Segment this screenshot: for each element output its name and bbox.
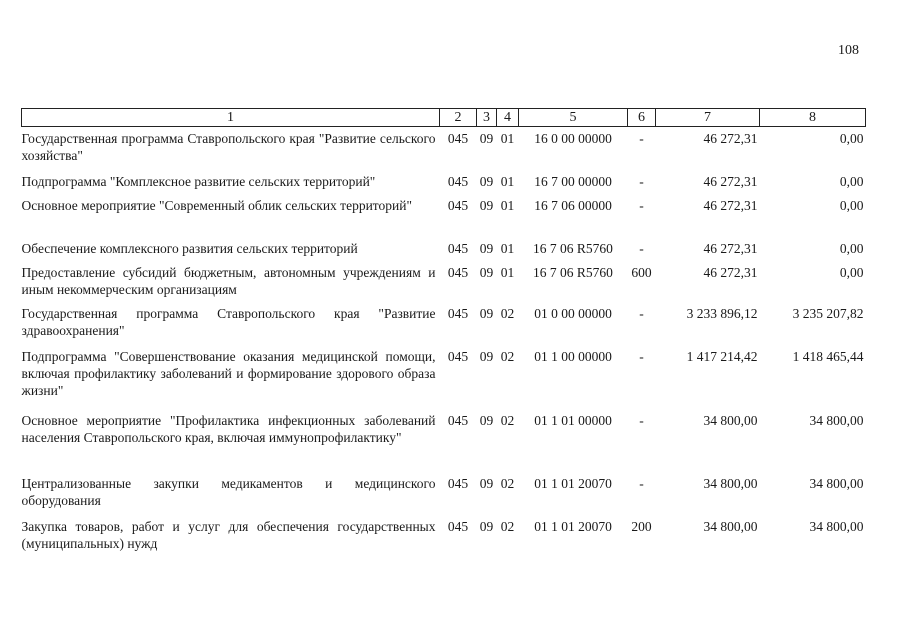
item-name: Закупка товаров, работ и услуг для обеспечения государственных (муниципальных) нужд	[21, 519, 436, 551]
section-code: 09	[479, 198, 494, 213]
table-row	[22, 409, 866, 472]
amount-col8: 34 800,00	[809, 476, 864, 491]
item-name: Основное мероприятие "Профилактика инфекционных заболеваний населения Ставропольского края, включая иммунопрофилактику"	[21, 413, 436, 445]
column-header-1: 1	[22, 109, 440, 127]
item-name: Основное мероприятие "Современный облик сельских территорий"	[21, 198, 412, 213]
target-article-code: 01 0 00 00000	[534, 306, 612, 321]
section-code: 09	[479, 174, 494, 189]
target-article-code: 16 7 06 00000	[534, 198, 612, 213]
table-row	[22, 170, 866, 194]
item-name: Государственная программа Ставропольского края "Развитие здравоохранения"	[21, 306, 436, 338]
expense-type-code: 600	[631, 265, 652, 280]
section-code: 09	[479, 476, 494, 491]
amount-col7: 34 800,00	[703, 476, 758, 491]
target-article-code: 16 7 00 00000	[534, 174, 612, 189]
section-code: 09	[479, 131, 494, 146]
subsection-code: 02	[500, 413, 515, 428]
table-row	[22, 194, 866, 237]
expense-type-code: -	[639, 349, 644, 364]
item-name: Предоставление субсидий бюджетным, автономным учреждениям и иным некоммерческим организациям	[21, 265, 436, 297]
target-article-code: 01 1 01 20070	[534, 519, 612, 534]
table-row	[22, 472, 866, 515]
ministry-code: 045	[447, 241, 469, 256]
budget-table	[21, 108, 866, 558]
section-code: 09	[479, 241, 494, 256]
amount-col7: 34 800,00	[703, 519, 758, 534]
amount-col7: 34 800,00	[703, 413, 758, 428]
table-row	[22, 237, 866, 261]
amount-col8: 34 800,00	[809, 413, 864, 428]
section-code: 09	[479, 413, 494, 428]
expense-type-code: -	[639, 131, 644, 146]
amount-col7: 1 417 214,42	[686, 349, 758, 364]
expense-type-code: -	[639, 198, 644, 213]
table-row	[22, 127, 866, 171]
amount-col7: 46 272,31	[703, 241, 758, 256]
subsection-code: 01	[500, 198, 515, 213]
item-name: Централизованные закупки медикаментов и медицинского оборудования	[21, 476, 436, 508]
amount-col8: 3 235 207,82	[792, 306, 864, 321]
amount-col7: 3 233 896,12	[686, 306, 758, 321]
amount-col7: 46 272,31	[703, 131, 758, 146]
target-article-code: 01 1 00 00000	[534, 349, 612, 364]
expense-type-code: 200	[631, 519, 652, 534]
target-article-code: 16 7 06 R5760	[533, 241, 613, 256]
expense-type-code: -	[639, 413, 644, 428]
item-name: Подпрограмма "Комплексное развитие сельских территорий"	[21, 174, 376, 189]
column-header-3: 3	[477, 109, 497, 127]
amount-col8: 1 418 465,44	[792, 349, 864, 364]
amount-col7: 46 272,31	[703, 265, 758, 280]
column-header-4: 4	[497, 109, 519, 127]
target-article-code: 01 1 01 00000	[534, 413, 612, 428]
ministry-code: 045	[447, 265, 469, 280]
section-code: 09	[479, 306, 494, 321]
item-name: Обеспечение комплексного развития сельских территорий	[21, 241, 358, 256]
table-header-row	[22, 109, 866, 127]
ministry-code: 045	[447, 306, 469, 321]
target-article-code: 16 0 00 00000	[534, 131, 612, 146]
amount-col8: 0,00	[839, 198, 864, 213]
subsection-code: 01	[500, 131, 515, 146]
subsection-code: 02	[500, 519, 515, 534]
expense-type-code: -	[639, 306, 644, 321]
table-row	[22, 515, 866, 558]
column-header-7: 7	[656, 109, 760, 127]
section-code: 09	[479, 349, 494, 364]
column-header-5: 5	[519, 109, 628, 127]
ministry-code: 045	[447, 476, 469, 491]
amount-col8: 0,00	[839, 265, 864, 280]
column-header-2: 2	[440, 109, 477, 127]
table-row	[22, 345, 866, 409]
ministry-code: 045	[447, 413, 469, 428]
column-header-8: 8	[760, 109, 866, 127]
subsection-code: 02	[500, 306, 515, 321]
expense-type-code: -	[639, 174, 644, 189]
page-number: 108	[838, 43, 859, 58]
amount-col8: 0,00	[839, 131, 864, 146]
expense-type-code: -	[639, 241, 644, 256]
section-code: 09	[479, 519, 494, 534]
table-row	[22, 261, 866, 302]
section-code: 09	[479, 265, 494, 280]
subsection-code: 01	[500, 265, 515, 280]
column-header-6: 6	[628, 109, 656, 127]
subsection-code: 02	[500, 349, 515, 364]
item-name: Подпрограмма "Совершенствование оказания медицинской помощи, включая профилактику заболеваний и формирование здорового образа жизни"	[21, 349, 436, 398]
subsection-code: 01	[500, 174, 515, 189]
amount-col8: 0,00	[839, 241, 864, 256]
ministry-code: 045	[447, 349, 469, 364]
subsection-code: 01	[500, 241, 515, 256]
ministry-code: 045	[447, 174, 469, 189]
amount-col7: 46 272,31	[703, 198, 758, 213]
ministry-code: 045	[447, 519, 469, 534]
amount-col8: 34 800,00	[809, 519, 864, 534]
target-article-code: 16 7 06 R5760	[533, 265, 613, 280]
amount-col7: 46 272,31	[703, 174, 758, 189]
table-row	[22, 302, 866, 345]
amount-col8: 0,00	[839, 174, 864, 189]
ministry-code: 045	[447, 131, 469, 146]
target-article-code: 01 1 01 20070	[534, 476, 612, 491]
ministry-code: 045	[447, 198, 469, 213]
subsection-code: 02	[500, 476, 515, 491]
item-name: Государственная программа Ставропольского края "Развитие сельского хозяйства"	[21, 131, 436, 163]
expense-type-code: -	[639, 476, 644, 491]
